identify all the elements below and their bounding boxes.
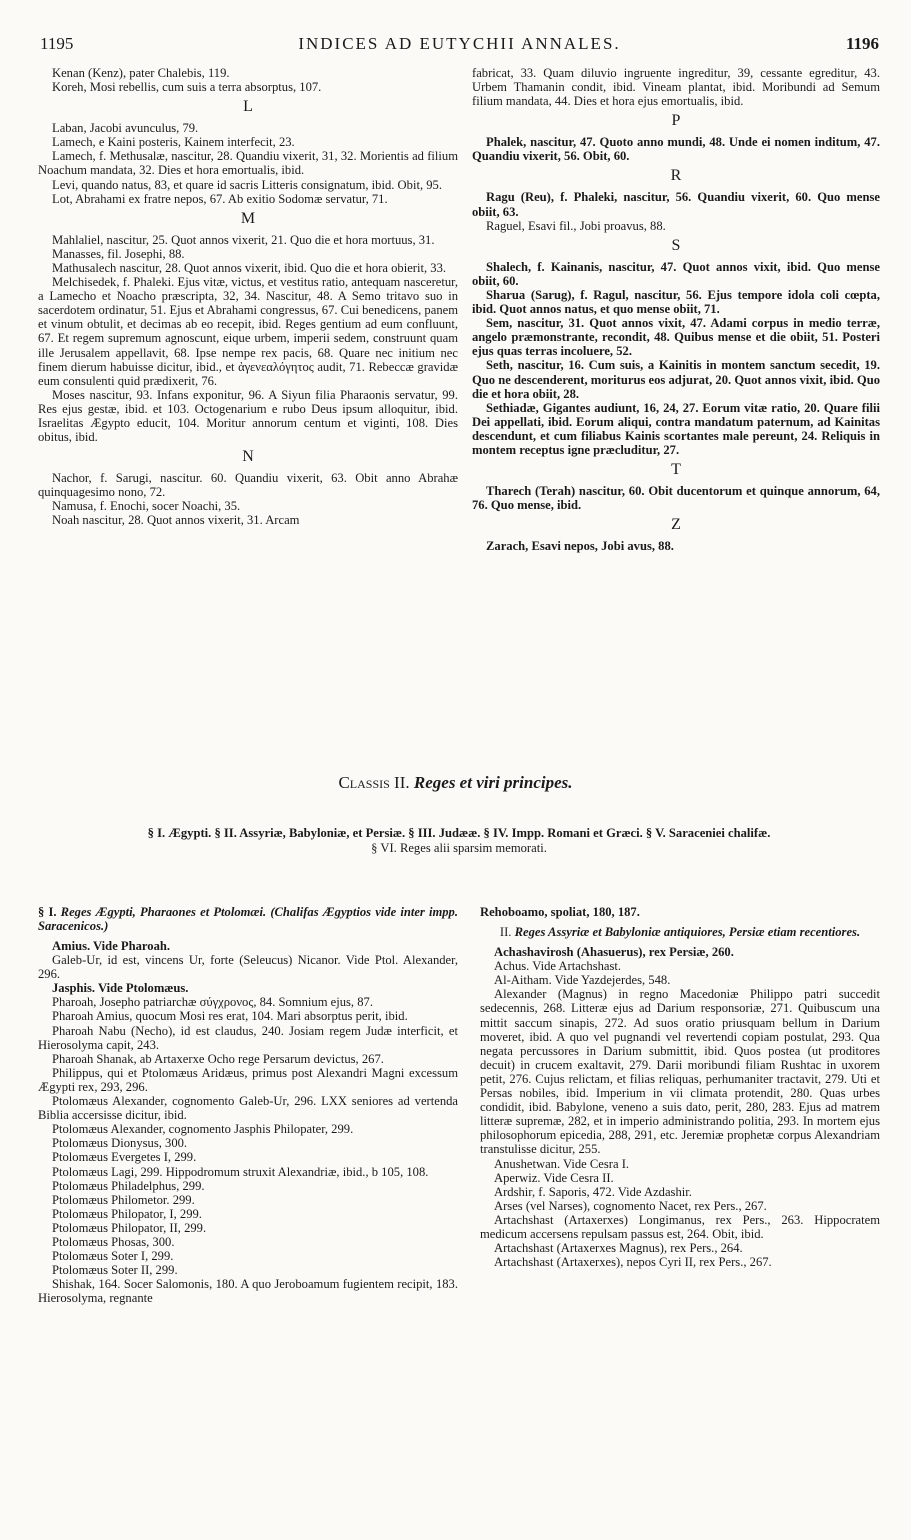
index-entry: Nachor, f. Sarugi, nascitur. 60. Quandiu vixerit, 63. Obit anno Abrahæ quinquagesimo nono, 72. — [38, 471, 458, 500]
index-entry: Laban, Jacobi avunculus, 79. — [52, 121, 199, 136]
index-entry: Phalek, nascitur, 47. Quoto anno mundi, 48. Unde ei nomen inditum, 47. Quandiu vixerit, 56. Obit, 60. — [472, 135, 880, 164]
section-heading-1 — [38, 905, 458, 933]
letter-heading-s: S — [671, 236, 681, 254]
index-entry: Ptolomæus Philadelphus, 299. — [52, 1178, 205, 1193]
classis-title: Reges et viri principes. — [413, 773, 573, 792]
index-entry: Ardshir, f. Saporis, 472. Vide Azdashir. — [494, 1184, 692, 1199]
index-entry: Lot, Abrahami ex fratre nepos, 67. Ab exitio Sodomæ servatur, 71. — [52, 191, 388, 206]
index-entry: Mathusalech nascitur, 28. Quot annos vixerit, ibid. Quo die et hora obierit, 33. — [52, 260, 447, 275]
index-entry: fabricat, 33. Quam diluvio ingruente ingreditur, 39, cessante egreditur, 43. Urbem Thamanin condit, ibid. Vineam plantat, ibid. Moribundi ad Semum filium mandata, 44. Dies et hora ejus emortualis, ibid. — [472, 66, 880, 109]
index-entry: Ptolomæus Alexander, cognomento Galeb-Ur, 296. LXX seniores ad vertenda Biblia accersisse dicitur, ibid. — [38, 1094, 458, 1123]
page-number-left: 1195 — [40, 34, 74, 53]
index-entry: Shalech, f. Kainanis, nascitur, 47. Quot annos vixit, ibid. Quo mense obiit, 60. — [472, 259, 880, 288]
letter-heading-r: R — [670, 167, 682, 185]
letter-heading-t: T — [671, 461, 681, 479]
index-entry: Sethiadæ, Gigantes audiunt, 16, 24, 27. Eorum vitæ ratio, 20. Quare filii Dei appellati, ibid. Eorum aliqui, contra mandatum paternum, ad Kainitas descendunt, et cum filiabus Kainis scortantes male pereunt, 24. Reliquis in montem receptus igne præcluditur, 27. — [472, 400, 880, 457]
index-entry: Zarach, Esavi nepos, Jobi avus, 88. — [486, 539, 674, 554]
page-number-right: 1196 — [845, 34, 879, 53]
index-entry: Sem, nascitur, 31. Quot annos vixit, 47. Adami corpus in medio terræ, angelo præmonstrante, recondit, 48. Quibus mense et die obiit, 51. Posteri ejus quas terras incoluere, 52. — [472, 316, 880, 359]
index-entry: Ptolomæus Evergetes I, 299. — [52, 1150, 197, 1165]
page-header — [40, 34, 879, 60]
index-entry: Alexander (Magnus) in regno Macedoniæ Philippo patri succedit sedecennis, 268. Litteræ ejus ad Darium responsoriæ, 271. Quibuscum una mittit saccum sinapis, 272. Ad suos oratio priusquam bellum in Darium moveret, ibid. A quo vel pugnandi vel revertendi copiam postulat, 293. Qua negata percussores in Darium submittit, ibid. Quos postea (ut proditores decuit) in crucem exaltavit, 279. Darii moribundi filiam Rushtac in uxorem petit, 276. Cujus relictam, et filias reliquas, perhumaniter tractavit, 279. Uti et Persas nobiles, ibid. Imperium in vii climata protendit, 280. Quas urbes condidit, ibid. Babylone, veneno a suis dato, perit, 280, 283. Ejus ad matrem litteræ supremæ, 282, et in imperio administrando politia, 293. In mortem ejus philosophorum epicedia, 288, 291, etc. Jeremiæ prophetæ corpus Alexandriam transtulisse dicitur, 255. — [480, 987, 880, 1157]
section-title: Reges Assyriæ et Babyloniæ antiquiores, Persiæ etiam recentiores. — [514, 925, 861, 940]
index-entry: Manasses, fil. Josephi, 88. — [52, 246, 185, 261]
index-entry: Achashavirosh (Ahasuerus), rex Persiæ, 260. — [494, 945, 734, 960]
index-entry: Ptolomæus Soter II, 299. — [52, 1263, 178, 1278]
index-entry: Rehoboamo, spoliat, 180, 187. — [480, 905, 640, 919]
index-entry: Ragu (Reu), f. Phaleki, nascitur, 56. Quandiu vixerit, 60. Quo mense obiit, 63. — [472, 190, 880, 219]
index-entry: Koreh, Mosi rebellis, cum suis a terra absorptus, 107. — [52, 80, 322, 95]
index-entry: Ptolomæus Dionysus, 300. — [52, 1136, 188, 1151]
index-entry: Ptolomæus Philometor. 299. — [52, 1192, 195, 1207]
section-list-line: § I. Ægypti. § II. Assyriæ, Babyloniæ, et Persiæ. § III. Judææ. § IV. Impp. Romani et Græci. § V. Saraceniei chalifæ. — [147, 826, 771, 840]
index-entry: Noah nascitur, 28. Quot annos vixerit, 31. Arcam — [52, 513, 300, 528]
index-entry: Raguel, Esavi fil., Jobi proavus, 88. — [486, 218, 666, 233]
index-entry: Ptolomæus Philopator, II, 299. — [52, 1220, 207, 1235]
index-entry: Philippus, qui et Ptolomæus Aridæus, primus post Alexandri Magni excessum Ægypti rex, 293, 296. — [38, 1065, 458, 1094]
section-heading-2 — [480, 925, 880, 939]
index-entry: Sharua (Sarug), f. Ragul, nascitur, 56. Ejus tempore idola coli cœpta, ibid. Quot annos natus, et quo mense obiit, 71. — [472, 287, 880, 317]
index-entry: Seth, nascitur, 16. Cum suis, a Kainitis in montem sanctum secedit, 19. Quo ne descenderent, moriturus eos adjurat, 20. Quot annos vixit, ibid. Quo die et hora obiit, 28. — [472, 358, 880, 401]
letter-heading-n: N — [242, 448, 254, 466]
letter-heading-l: L — [243, 98, 253, 116]
section-number: II. — [499, 925, 512, 940]
index-entry: Al-Aitham. Vide Yazdejerdes, 548. — [494, 973, 671, 988]
index-entry: Galeb-Ur, id est, vincens Ur, forte (Seleucus) Nicanor. Vide Ptol. Alexander, 296. — [38, 953, 458, 982]
index-column-right-bottom — [480, 905, 880, 1269]
section-list — [38, 826, 880, 856]
section-title: Reges Ægypti, Pharaones et Ptolomæi. (Chalifas Ægyptios vide inter impp. Saracenicos.) — [38, 905, 459, 933]
section-list-line: § VI. Reges alii sparsim memorati. — [371, 841, 547, 855]
index-entry: Pharoah Nabu (Necho), id est claudus, 240. Josiam regem Judæ interficit, et Hierosolyma capit, 243. — [38, 1023, 458, 1052]
index-entry: Artachshast (Artaxerxes) Longimanus, rex Pers., 263. Hippocratem medicum accersens repulsam passus est, 264. Obit, ibid. — [480, 1212, 880, 1241]
running-title: INDICES AD EUTYCHII ANNALES. — [298, 34, 621, 53]
index-entry: Mahlaliel, nascitur, 25. Quot annos vixerit, 21. Quo die et hora mortuus, 31. — [52, 232, 435, 247]
index-entry: Ptolomæus Alexander, cognomento Jasphis Philopater, 299. — [52, 1122, 354, 1137]
letter-heading-z: Z — [671, 516, 681, 534]
index-entry: Lamech, e Kaini posteris, Kainem interfecit, 23. — [52, 135, 295, 150]
index-entry: Tharech (Terah) nascitur, 60. Obit ducentorum et quinque annorum, 64, 76. Quo mense, ibid. — [472, 484, 880, 513]
index-entry: Ptolomæus Philopator, I, 299. — [52, 1206, 202, 1221]
index-entry: Jasphis. Vide Ptolomæus. — [52, 981, 189, 996]
classis-heading — [0, 773, 911, 793]
index-entry: Shishak, 164. Socer Salomonis, 180. A quo Jeroboamum fugientem recipit, 183. Hierosolyma, regnante — [38, 1277, 458, 1306]
index-entry: Levi, quando natus, 83, et quare id sacris Litteris consignatum, ibid. Obit, 95. — [52, 177, 442, 192]
index-entry: Achus. Vide Artachshast. — [494, 959, 622, 974]
index-column-right-top — [472, 66, 880, 553]
index-entry: Amius. Vide Pharoah. — [52, 939, 171, 953]
index-entry: Artachshast (Artaxerxes Magnus), rex Pers., 264. — [494, 1241, 743, 1256]
letter-heading-m: M — [240, 209, 256, 227]
index-entry: Aperwiz. Vide Cesra II. — [494, 1170, 614, 1185]
index-entry: Ptolomæus Soter I, 299. — [52, 1249, 174, 1264]
index-entry: Ptolomæus Phosas, 300. — [52, 1234, 175, 1249]
index-entry: Pharoah Amius, quocum Mosi res erat, 104. Mari absorptus perit, ibid. — [52, 1009, 408, 1024]
index-column-left-bottom — [38, 905, 458, 1305]
index-entry: Kenan (Kenz), pater Chalebis, 119. — [52, 66, 230, 80]
index-entry: Melchisedek, f. Phaleki. Ejus vitæ, victus, et vestitus ratio, antequam nasceretur, a Lamecho et Noacho præscripta, 32, 34. Nascitur, 48. A Semo tritavo suo in sacerdotem ordinatur, 51. Ejus et Abrahami congressus, 67. Cui benedicens, panem et vinum obtulit, et decimas ab eo recepit, ibid. Reges gentium ad eum confluunt, 67. Et regem supremum agnoscunt, eique urbem, imperii sedem, construunt quam ille Jerusalem appellavit, 68. Ipse nempe rex pacis, 68. Quare nec initium nec finem dierum habuisse dicitur, ibid., et ἀγενεαλόγητος audit, 71. Rebeccæ gravidæ eum consulenti quid prædixerit, 76. — [38, 275, 458, 388]
index-entry: Arses (vel Narses), cognomento Nacet, rex Pers., 267. — [494, 1198, 767, 1213]
index-entry: Pharoah, Josepho patriarchæ σύγχρονος, 84. Somnium ejus, 87. — [52, 995, 373, 1010]
index-entry: Anushetwan. Vide Cesra I. — [494, 1156, 630, 1171]
index-entry: Lamech, f. Methusalæ, nascitur, 28. Quandiu vixerit, 31, 32. Morientis ad filium Noachum mandata, 32. Dies et hora emortualis, ibid. — [38, 149, 458, 178]
index-entry: Pharoah Shanak, ab Artaxerxe Ocho rege Persarum devictus, 267. — [52, 1051, 384, 1066]
classis-prefix: Classis II. — [338, 773, 410, 792]
index-column-left-top — [38, 66, 458, 528]
section-number: § I. — [38, 905, 57, 919]
index-entry: Moses nascitur, 93. Infans exponitur, 96. A Siyun filia Pharaonis servatur, 99. Res ejus gestæ, ibid. et 103. Octogenarium e rubo Deus ipsum alloquitur, ibid. Israelitas Ægypto educit, 104. Moritur annorum centum et viginti, 108. Dies obitus, ibid. — [38, 387, 458, 445]
index-entry: Artachshast (Artaxerxes), nepos Cyri II, rex Pers., 267. — [494, 1255, 772, 1270]
letter-heading-p: P — [671, 112, 681, 130]
index-entry: Namusa, f. Enochi, socer Noachi, 35. — [52, 499, 241, 514]
index-entry: Ptolomæus Lagi, 299. Hippodromum struxit Alexandriæ, ibid., b 105, 108. — [52, 1164, 429, 1179]
